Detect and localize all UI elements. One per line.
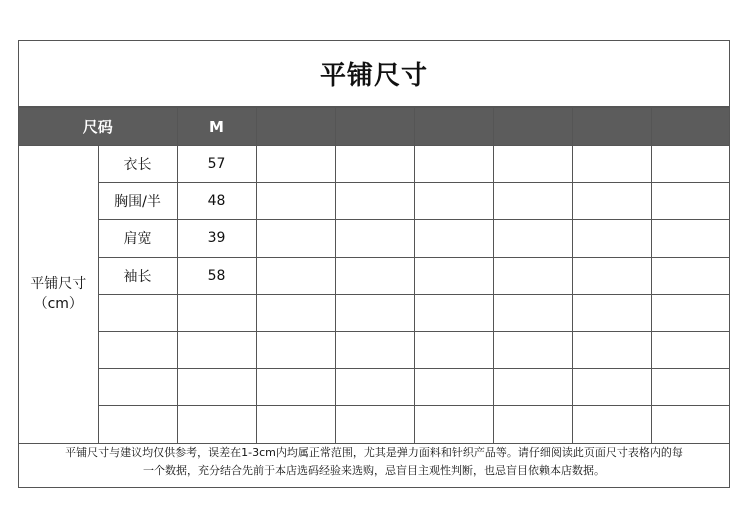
- measure-value: [177, 369, 256, 406]
- measure-value: [414, 331, 493, 368]
- measure-value: 48: [177, 183, 256, 220]
- measure-value: [493, 183, 572, 220]
- chart-title: 平铺尺寸: [319, 61, 428, 91]
- measure-value: [335, 220, 414, 257]
- measure-value: [651, 183, 729, 220]
- measure-label: [98, 369, 177, 406]
- size-header-cell: [256, 108, 335, 146]
- measure-value: [493, 257, 572, 294]
- measure-value: [651, 220, 729, 257]
- size-header-cell: [493, 108, 572, 146]
- table-row: [19, 146, 729, 183]
- table-row: [19, 183, 729, 220]
- measure-value: [256, 183, 335, 220]
- measure-value: [572, 331, 651, 368]
- table-row: [19, 294, 729, 331]
- measure-value: [572, 294, 651, 331]
- measure-value: [414, 146, 493, 183]
- size-header-label: 尺码: [19, 108, 177, 146]
- measure-value: [177, 294, 256, 331]
- measure-value: 57: [177, 146, 256, 183]
- measure-value: [572, 220, 651, 257]
- measure-value: [651, 294, 729, 331]
- size-header-cell: M: [177, 108, 256, 146]
- table-row: [19, 220, 729, 257]
- measure-value: 39: [177, 220, 256, 257]
- disclaimer-note: [19, 438, 729, 488]
- size-header-cell: [414, 108, 493, 146]
- measure-value: [572, 146, 651, 183]
- measure-label: 肩宽: [98, 220, 177, 257]
- measure-value: [335, 294, 414, 331]
- group-label: [19, 146, 98, 444]
- size-header-cell: [572, 108, 651, 146]
- title-row: [19, 41, 729, 107]
- measure-label: 袖长: [98, 257, 177, 294]
- measure-label: 胸围/半: [98, 183, 177, 220]
- measure-value: [256, 220, 335, 257]
- measure-value: [493, 146, 572, 183]
- measure-label: 衣长: [98, 146, 177, 183]
- measure-value: [414, 220, 493, 257]
- measure-value: [256, 294, 335, 331]
- measure-value: [177, 331, 256, 368]
- measure-value: [414, 183, 493, 220]
- size-header-cell: [335, 108, 414, 146]
- table-row: [19, 331, 729, 368]
- measure-value: [414, 294, 493, 331]
- group-label-line1: 平铺尺寸: [30, 276, 87, 293]
- group-label-line2: （cm）: [33, 296, 83, 313]
- note-line-2: 一个数据，充分结合先前于本店选码经验来选购，忌盲目主观性判断，也忌盲目依赖本店数据。: [143, 464, 605, 477]
- measure-value: [335, 183, 414, 220]
- measure-value: [414, 369, 493, 406]
- table-row: [19, 369, 729, 406]
- measure-value: [651, 146, 729, 183]
- measure-value: [651, 331, 729, 368]
- measure-value: [572, 369, 651, 406]
- size-table: [19, 107, 729, 444]
- measure-value: [493, 369, 572, 406]
- measure-value: [414, 257, 493, 294]
- measure-value: [493, 294, 572, 331]
- measure-value: [335, 331, 414, 368]
- measure-value: [256, 257, 335, 294]
- table-row: [19, 257, 729, 294]
- measure-value: [572, 183, 651, 220]
- measure-value: [335, 369, 414, 406]
- measure-value: [651, 257, 729, 294]
- measure-label: [98, 294, 177, 331]
- measure-value: 58: [177, 257, 256, 294]
- measure-value: [335, 146, 414, 183]
- measure-value: [256, 146, 335, 183]
- measure-value: [651, 369, 729, 406]
- measure-value: [256, 331, 335, 368]
- header-row: [19, 108, 729, 146]
- measure-label: [98, 331, 177, 368]
- measure-value: [256, 369, 335, 406]
- measure-value: [572, 257, 651, 294]
- measure-value: [335, 257, 414, 294]
- size-header-cell: [651, 108, 729, 146]
- size-chart: [18, 40, 730, 488]
- measure-value: [493, 331, 572, 368]
- measure-value: [493, 220, 572, 257]
- note-line-1: 平铺尺寸与建议均仅供参考，误差在1-3cm内均属正常范围，尤其是弹力面料和针织产品等。请仔细阅读此页面尺寸表格内的每: [65, 446, 683, 459]
